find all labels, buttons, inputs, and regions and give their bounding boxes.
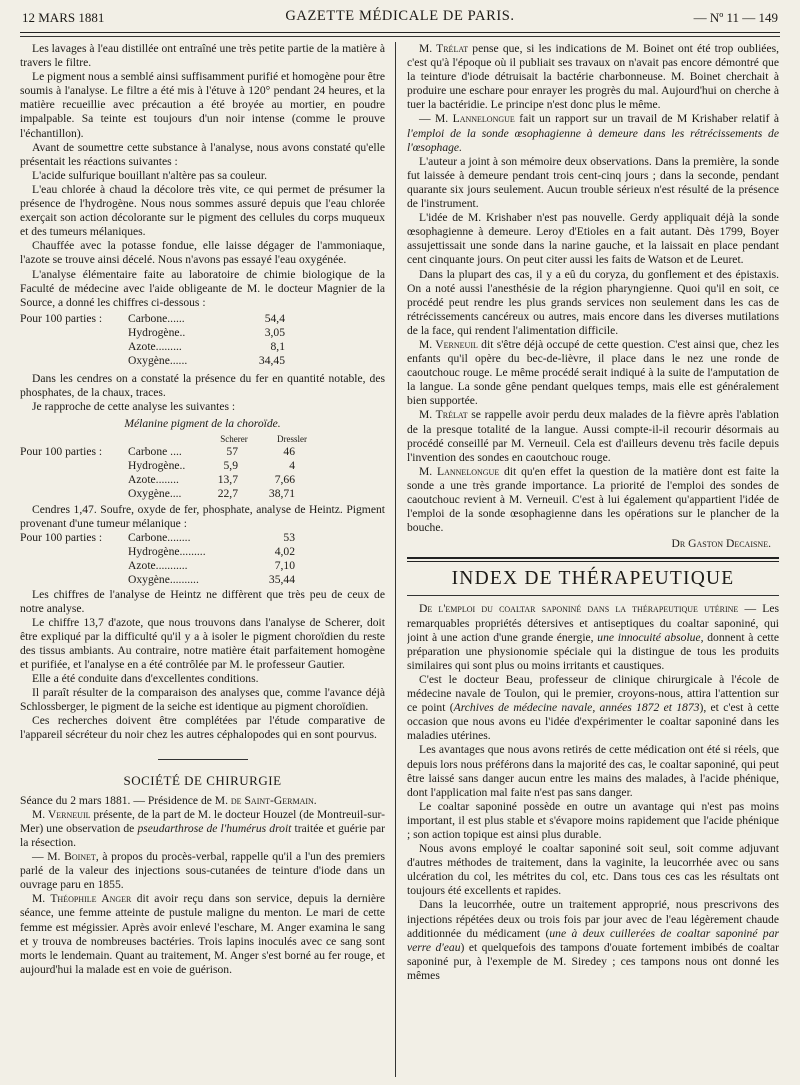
- speaker-name: — M. Boinet,: [32, 850, 99, 864]
- analysis-row: [20, 354, 385, 368]
- seance-line: [20, 794, 385, 808]
- analysis-row: [20, 573, 385, 587]
- paragraph-italic: une à deux cuillerées de coaltar saponiné par verre d'eau: [407, 926, 779, 954]
- element-name: Hydrogène..: [128, 458, 186, 472]
- paragraph: L'analyse élémentaire faite au laboratoire de chimie biologique de la Faculté de médecine avec l'aide obligeante de M. le docteur Magnier de la Source, a donné les chiffres ci-dessous :: [20, 267, 385, 309]
- element-value: 4: [289, 458, 295, 472]
- paragraph: [20, 808, 385, 850]
- paragraph: [407, 673, 779, 743]
- running-head: [22, 6, 778, 28]
- seance-president: de Saint-Germain.: [230, 793, 317, 807]
- element-value: 57: [226, 444, 238, 458]
- analysis-row: [20, 340, 385, 354]
- element-value: 22,7: [217, 486, 238, 500]
- element-value: 38,71: [268, 486, 295, 500]
- element-name: Carbone ....: [128, 444, 182, 458]
- element-name: Oxygène..........: [128, 573, 199, 587]
- paragraph-text: pense que, si les indications de M. Boinet ont été trop oubliées, c'est qu'à l'époque où il publiait ses travaux on n'avait pas encore démontré que la teinture d'iode détruisait la bactérie charbonneuse. M. Boinet cherchait à produire une eschare pour enrayer les progrès du mal. Aujourd'hui on cherche à tuer la bactéridie. Le principe n'est donc plus le même.: [407, 42, 779, 112]
- paragraph-italic: l'emploi de la sonde œsophagienne à demeure dans les rétrécissements de l'œsophage.: [407, 126, 779, 154]
- paragraph: Dans les cendres on a constaté la présence du fer en quantité notable, des phosphates, de la chaux, traces.: [20, 371, 385, 399]
- section-title: SOCIÉTÉ DE CHIRURGIE: [123, 772, 282, 788]
- element-name: Oxygène....: [128, 486, 182, 500]
- analysis-row: [20, 326, 385, 340]
- speaker-name: M. Théophile Anger: [32, 892, 132, 906]
- paragraph: Avant de soumettre cette substance à l'analyse, nous avons constaté qu'elle présentait les réactions suivantes :: [20, 140, 385, 168]
- speaker-name: M. Trélat: [419, 408, 468, 422]
- author-signature: Dr Gaston Decaisne.: [671, 537, 771, 551]
- element-value: 34,45: [258, 354, 285, 368]
- column-header-scherer: Scherer: [220, 433, 248, 444]
- paragraph-text: à propos du procès-verbal, rappelle qu'il a l'un des premiers parlé de la valeur des injections sous-cutanées de teinture d'iode dans un ouvrage paru en 1855.: [20, 850, 385, 892]
- element-value: 46: [283, 444, 295, 458]
- element-value: 7,10: [274, 559, 295, 573]
- paragraph-italic: une innocuité absolue,: [597, 630, 704, 644]
- paragraph: Elle a été conduite dans d'excellentes conditions.: [32, 672, 259, 686]
- paragraph-italic: pseudarthrose de l'humérus droit: [137, 821, 292, 835]
- analysis-row: [20, 559, 385, 573]
- paragraph: L'acide sulfurique bouillant n'altère pas sa couleur.: [32, 168, 268, 182]
- paragraph-text: dit s'être déjà occupé de cette question. C'est ainsi que, chez les enfants qu'il opère du bec-de-lièvre, il place dans le nez une ronde de caoutchouc rouge. Le même procédé serait indiqué à la suite de l'amputation de la langue. La sonde gêne pendant quelques temps, mais elle est généralement bien supportée.: [407, 337, 779, 408]
- paragraph: [407, 112, 779, 154]
- paragraph: Dans la plupart des cas, il y a eû du coryza, du gonflement et des épistaxis. On a noté aussi l'anesthésie de la région pharyngienne. Quoi qu'il en soit, ce procédé peut rendre les plus grands services non seulement dans les cas de rétrécissements cancéreux ou autres, mais encore dans les diverses mutilations de la face, qui rendent l'alimentation difficile.: [407, 267, 779, 337]
- element-value: 5,9: [223, 458, 238, 472]
- paragraph: Le coaltar saponiné possède en outre un avantage qui n'est pas moins important, il est plus stable et s'évapore moins rapidement que l'acide phénique ; son action topique est ainsi plus durable.: [407, 799, 779, 841]
- element-value: 54,4: [264, 311, 285, 325]
- element-name: Carbone......: [128, 311, 185, 325]
- element-value: 8,1: [270, 340, 285, 354]
- paragraph: Cendres 1,47. Soufre, oxyde de fer, phosphate, analyse de Heintz. Pigment provenant d'une tumeur mélanique :: [20, 502, 385, 531]
- header-rule-thin: [20, 36, 780, 37]
- paragraph-text: donnent à cette préparation une physionomie spéciale qui la distingue de tous les produits similaires qui sont plus ou moins irritants et caustiques.: [407, 630, 779, 672]
- paragraph: Ces recherches doivent être complétées par l'étude comparative de l'appareil sécréteur du noir chez les autres céphalopodes qui en sont pourvus.: [20, 714, 385, 742]
- element-value: 4,02: [274, 545, 295, 559]
- paragraph-text: Dans la leucorrhée, outre un traitement approprié, nous prescrivons des injections répétées deux ou trois fois par jour avec de l'eau légèrement chaude additionnée du médicament (: [407, 898, 779, 940]
- column-header-dressler: Dressler: [277, 433, 307, 444]
- analysis-table-1: [20, 312, 385, 369]
- column-separator: [395, 42, 396, 1077]
- paragraph: [20, 850, 385, 892]
- paragraph: L'idée de M. Krishaber n'est pas nouvelle. Gerdy appliquait déjà la sonde œsophagienne à demeure. Leroy d'Etioles en a fait autant. Dès 1799, Boyer assujettissait une sonde dans la narine gauche, et la laissait en place pendant cent cinquante jours. On peut citer aussi les faits de Watson et de Leuret.: [407, 211, 779, 267]
- paragraph: [20, 892, 385, 977]
- paragraph: Les avantages que nous avons retirés de cette médication ont été si réels, que depuis lors nous préférons dans la majorité des cas, le coaltar saponiné, qui peut être laissé sans danger aucun entre les mains des malades, à l'acide phénique, dont l'application mal faite n'est pas sans danger.: [407, 743, 779, 799]
- analysis-table-2: [20, 434, 385, 501]
- paragraph-text: présente, de la part de M. le docteur Houzel (de Montreuil-sur-Mer) une observation de: [20, 807, 385, 835]
- analysis-table-3: [20, 531, 385, 587]
- header-rule: [20, 32, 780, 33]
- paragraph: L'auteur a joint à son mémoire deux observations. Dans la première, la sonde fut laissée à demeure pendant trois cent-cinq jours ; dans la seconde, pendant quarante six jours seulement. Aucun trouble sérieux n'est résulté de la présence de l'instrument.: [407, 154, 779, 211]
- analysis-row: [20, 312, 385, 326]
- paragraph: Chauffée avec la potasse fondue, elle laisse dégager de l'ammoniaque, l'azote se trouve ainsi décelé. Nous n'avons pas essayé l'eau oxygénée.: [20, 239, 385, 267]
- element-name: Azote.........: [128, 340, 182, 354]
- element-value: 3,05: [264, 325, 285, 339]
- element-name: Hydrogène..: [128, 325, 186, 339]
- analysis-row: [20, 545, 385, 559]
- analysis-subtitle: Mélanine pigment de la choroïde.: [124, 416, 281, 430]
- paragraph: Les lavages à l'eau distillée ont entraîné une très petite partie de la matière à travers le filtre.: [20, 42, 385, 70]
- paragraph: Je rapproche de cette analyse les suivantes :: [32, 399, 236, 413]
- paragraph-text: ), et c'est à cette occasion que nous avons eu l'idée d'expérimenter le coaltar saponiné dans les maladies utérines.: [407, 701, 779, 743]
- paragraph: Le chiffre 13,7 d'azote, que nous trouvons dans l'analyse de Scherer, doit être expliqué par la difficulté qu'il y a à isoler le pigment choroïdien du reste des tissus ambiants. Au contraire, notre matière était parfaitement homogène et purifiée, et l'analyse en a été contrôlée par M. le professeur Gautier.: [20, 615, 385, 671]
- paragraph: L'eau chlorée à chaud la décolore très vite, ce qui permet de présumer la présence de l'hydrogène. Nous nous sommes assuré depuis que l'eau chlorée exerçait son action décolorante sur le pigment des cellules du corps muqueux et des tumeurs mélaniques.: [20, 182, 385, 239]
- right-column: [407, 42, 779, 1082]
- section-divider: [158, 759, 248, 760]
- analysis-lead: Pour 100 parties :: [20, 311, 103, 325]
- paragraph-text: se rappelle avoir perdu deux malades de la fièvre après l'ablation de la presque totalité de la langue. Aussi compte-il-il recourir désormais au procédé conseillé par M. Verneuil. Cela est d'ailleurs devenu très facile depuis l'invention des sondes en caoutchouc rouge.: [407, 408, 779, 464]
- speaker-name: M. Verneuil: [419, 337, 478, 351]
- analysis-row: [20, 445, 385, 459]
- paragraph: Le pigment nous a semblé ainsi suffisamment purifié et homogène pour être soumis à l'analyse. Le filtre a été mis à l'étuve à 120° pendant 24 heures, et la matière recueillie avec précaution a été broyée au mortier, en poudre impalpable. Sa teinte est toujours d'un noir intense (comme le prouve l'échantillon).: [20, 70, 385, 140]
- element-value: 53: [283, 531, 295, 545]
- element-value: 7,66: [274, 472, 295, 486]
- index-title: INDEX DE THÉRAPEUTIQUE: [451, 568, 735, 590]
- header-journal-title: GAZETTE MÉDICALE DE PARIS.: [285, 8, 515, 24]
- paragraph-text: ) et quelquefois des tampons d'ouate fortement imbibés de coaltar saponiné pur, à l'exemple de M. Siredey ; ces tampons nous ont donné les mêmes: [407, 940, 779, 982]
- analysis-row: [20, 487, 385, 501]
- paragraph-text: traitée et guérie par la résection.: [20, 821, 385, 849]
- paragraph: [407, 465, 779, 535]
- index-heading: De l'emploi du coaltar saponiné dans la thérapeutique utérine: [419, 602, 739, 616]
- section-band-rule: [407, 557, 779, 562]
- element-value: 35,44: [268, 573, 295, 587]
- speaker-name: M. Lannelongue: [419, 464, 500, 478]
- speaker-name: M. Verneuil: [32, 807, 91, 821]
- paragraph-italic: Archives de médecine navale, années 1872 et 1873: [453, 701, 700, 715]
- speaker-name: M. Trélat: [419, 42, 469, 55]
- paragraph: Nous avons employé le coaltar saponiné soit seul, soit comme adjuvant d'autres méthodes de traitement, dans la vaginite, la leucorrhée avec ou sans ulcération du col, les métrites du col, etc. Dans tous ces cas les résultats ont toujours été excellents et rapides.: [407, 842, 779, 898]
- analysis-lead: Pour 100 parties :: [20, 531, 103, 545]
- seance-date: Séance du 2 mars 1881. — Présidence de M.: [20, 793, 228, 807]
- element-name: Carbone........: [128, 531, 191, 545]
- element-value: 13,7: [217, 472, 238, 486]
- header-date: 12 MARS 1881: [22, 10, 105, 25]
- analysis-header: [205, 434, 385, 445]
- index-rule: [407, 595, 779, 596]
- paragraph-text: dit qu'en effet la question de la matière dont est faite la sonde a une très grande importance. La priorité de l'emploi des sondes de caoutchouc revient à M. Verneuil. C'est à lui également qu'appartient l'idée de l'emploi de la sonde œsophagienne dans les opérations sur le plancher de la bouche.: [407, 464, 779, 535]
- analysis-row: [20, 459, 385, 473]
- paragraph: [407, 898, 779, 983]
- paragraph: [407, 338, 779, 408]
- analysis-row: [20, 531, 385, 545]
- paragraph: [407, 602, 779, 672]
- element-name: Oxygène......: [128, 354, 188, 368]
- element-name: Hydrogène.........: [128, 545, 206, 559]
- paragraph: Les chiffres de l'analyse de Heintz ne diffèrent que très peu de ceux de notre analyse.: [20, 587, 385, 615]
- speaker-name: — M. Lannelongue: [419, 112, 515, 126]
- analysis-row: [20, 473, 385, 487]
- left-column: [20, 42, 385, 1082]
- header-issue-page: — Nº 11 — 149: [693, 10, 778, 25]
- element-name: Azote........: [128, 472, 179, 486]
- element-name: Azote...........: [128, 559, 188, 573]
- paragraph-text: fait un rapport sur un travail de M Krishaber relatif à: [519, 112, 779, 126]
- analysis-lead: Pour 100 parties :: [20, 444, 103, 458]
- paragraph-text: dit avoir reçu dans son service, depuis la dernière séance, une femme atteinte de pustule maligne du menton. Le mari de cette femme est mégissier. Après avoir enlevé l'eschare, M. Anger examina le sang et y trouva de nombreuses bactéries. Trois lapins inoculés avec ce sang sont morts le lendemain. Quant au traitement, M. Anger s'est borné au fer rouge, et aujourd'hui la malade est en voie de guérison.: [20, 892, 385, 976]
- paragraph-text: — Les remarquables propriétés détersives et antiseptiques du coaltar saponiné, qui joint à une action d'une grande énergie,: [407, 602, 779, 644]
- paragraph-text: C'est le docteur Beau, professeur de clinique chirurgicale à l'école de médecine navale de Toulon, qui le premier, croyons-nous, attira l'attention sur ce point (: [407, 672, 779, 715]
- paragraph: Il paraît résulter de la comparaison des analyses que, comme l'avance déjà Schlossberger, le pigment de la seiche est identique au pigment choroïdien.: [20, 686, 385, 714]
- paragraph: [407, 42, 779, 112]
- paragraph: [407, 408, 779, 464]
